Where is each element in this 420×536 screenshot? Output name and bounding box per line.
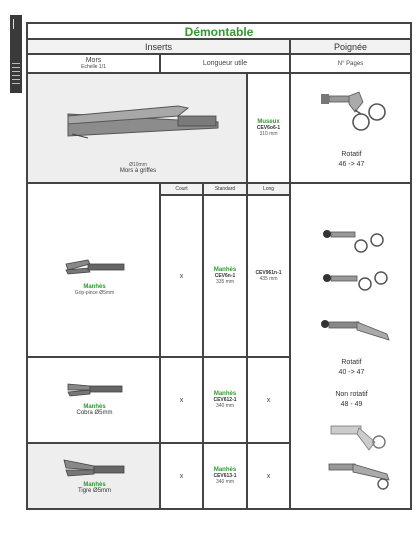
row3-std-len: 340 mm [215, 403, 235, 409]
handle-4 [331, 426, 385, 450]
row2-std-name: Manhès [213, 267, 237, 273]
row2-std-ref: CEV6n-1 [214, 273, 236, 279]
nonrotatif-handles-image [291, 420, 410, 500]
row3-desc: Cobra Ø5mm [76, 410, 113, 416]
row4-std-len: 340 mm [215, 479, 235, 485]
row3-std-ref: CEV612-1 [213, 397, 237, 403]
row3-std-name: Manhès [213, 391, 237, 397]
row1-name: Mors à griffes [119, 168, 157, 174]
row1-length-cell [247, 73, 290, 183]
row1-insert-cell [27, 73, 247, 183]
row2-desc: Grip-pince Ø5mm [74, 290, 115, 296]
row2-court: x [179, 272, 184, 280]
row4-desc: Tigre Ø5mm [77, 488, 112, 494]
row4-long-cell [247, 443, 290, 509]
row2-court-cell [160, 195, 203, 357]
row1-size: Ø10mm [129, 162, 147, 168]
row2-std-cell [203, 195, 247, 357]
header-mors: Mors [85, 57, 102, 64]
nonrotatif-block [291, 390, 412, 410]
row1-rotatif [291, 150, 412, 170]
row3-long: x [266, 396, 271, 404]
row4-court: x [179, 472, 184, 480]
row3-std-cell [203, 357, 247, 443]
row3-long-cell [247, 357, 290, 443]
row3-insert-cell [27, 357, 160, 443]
col-court: Court [160, 183, 203, 195]
row4-name: Manhès [83, 482, 106, 488]
grip-pince-image [28, 254, 159, 284]
handles-rot-label: Rotatif [341, 359, 362, 366]
row1-length: 310 mm [259, 131, 278, 137]
header-inserts: Inserts [27, 39, 290, 54]
header-longueur-cell [160, 54, 290, 73]
side-tab [10, 15, 22, 93]
handle-5 [329, 464, 389, 489]
row1-pages: 46 -> 47 [338, 161, 365, 168]
row1-ref: CEV6o6-1 [256, 125, 281, 131]
handle-2 [323, 272, 387, 290]
row2-long-cell [247, 195, 290, 357]
side-tab-lines [12, 63, 20, 87]
catalog-table [26, 22, 412, 510]
row4-std-name: Manhès [213, 467, 237, 473]
row2-insert-cell [27, 183, 160, 357]
header-pages-cell [290, 54, 411, 73]
row4-insert-cell [27, 443, 160, 509]
header-echelle: Echelle 1/1 [81, 64, 106, 70]
handle-3 [321, 320, 389, 340]
handles-nonrot-label: Non rotatif [335, 391, 368, 398]
row1-rot-label: Rotatif [341, 151, 362, 158]
row4-std-ref: CEV613-1 [213, 473, 237, 479]
jaw-instrument-image [28, 86, 246, 166]
col-standard: Standard [203, 183, 247, 195]
header-pages: N° Pages [337, 60, 364, 67]
row1-handle-name: Museux [257, 119, 280, 125]
row2-labels [28, 284, 161, 296]
row3-court: x [179, 396, 184, 404]
museux-handle-image [291, 82, 410, 142]
header-mors-cell [27, 54, 160, 73]
table-title: Démontable [27, 23, 411, 39]
row4-std-cell [203, 443, 247, 509]
col-long: Long [247, 183, 290, 195]
row2-long-len: 435 mm [259, 276, 278, 282]
row4-court-cell [160, 443, 203, 509]
header-longueur: Longueur utile [202, 60, 248, 67]
cobra-image [28, 378, 159, 402]
tigre-image [28, 456, 159, 480]
row2-name: Manhès [83, 284, 106, 290]
row4-labels [28, 482, 161, 494]
rotatif-handles-image [291, 224, 410, 364]
row4-long: x [266, 472, 271, 480]
handles-nonrot-pages: 48 - 49 [340, 401, 363, 408]
row1-labels [28, 162, 248, 174]
row2-std-len: 335 mm [215, 279, 235, 285]
header-poignee: Poignée [290, 39, 411, 54]
handles-rot-pages: 40 -> 47 [338, 369, 365, 376]
handles-cell [290, 183, 411, 509]
handle-1 [323, 230, 383, 252]
row3-labels [28, 404, 161, 416]
side-tab-mark [13, 19, 20, 29]
row3-court-cell [160, 357, 203, 443]
row3-name: Manhès [83, 404, 106, 410]
rotatif-block [291, 358, 412, 378]
row1-handle-cell [290, 73, 411, 183]
row2-long-ref: CEV961n-1 [255, 270, 282, 276]
